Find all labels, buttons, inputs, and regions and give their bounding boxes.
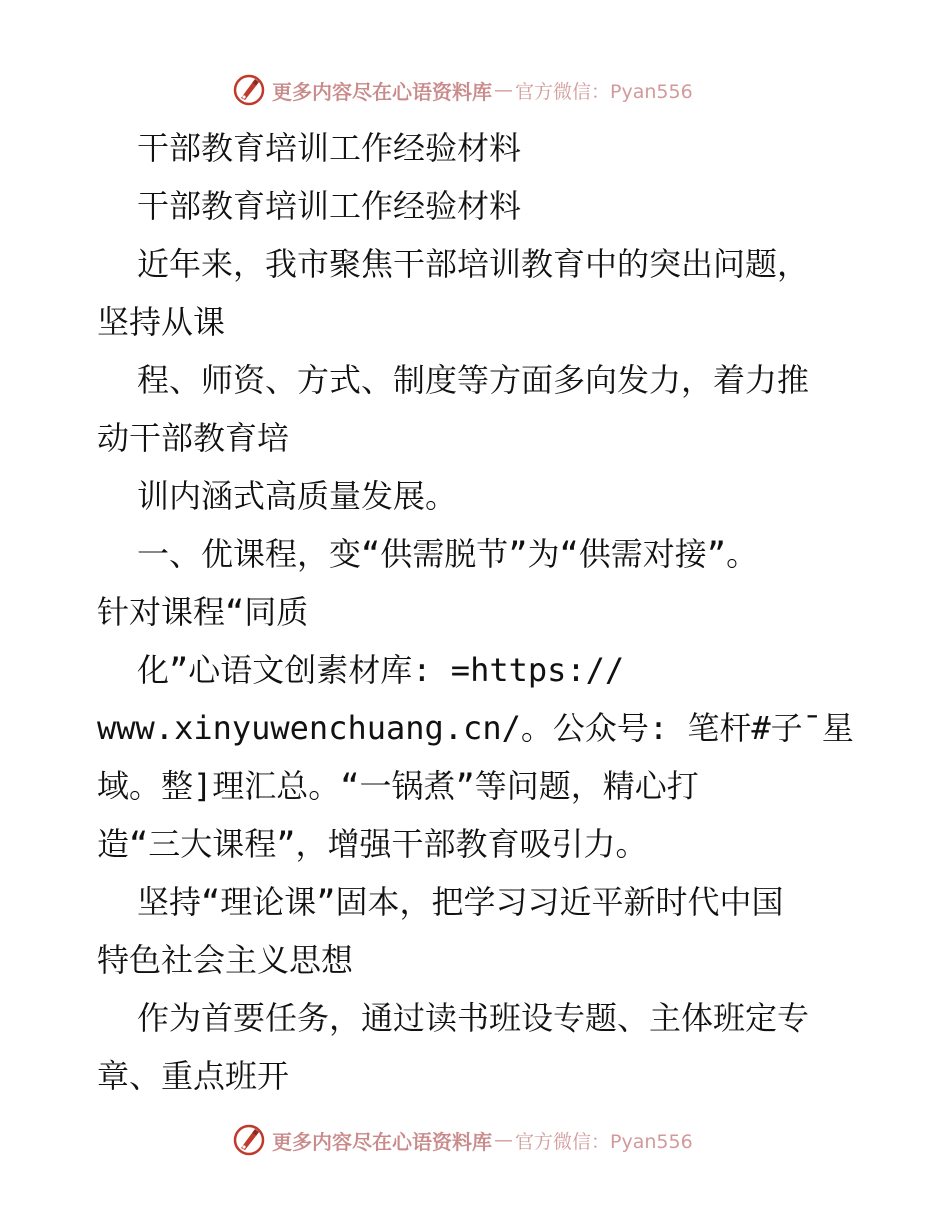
- text-line: 章、重点班开: [97, 1057, 290, 1095]
- footer-banner: [232, 1120, 693, 1160]
- text-line: 域。整]理汇总。“一锅煮”等问题，精心打: [97, 767, 699, 805]
- banner-dash: —: [494, 79, 513, 101]
- banner-main-text: 更多内容尽在心语资料库: [272, 79, 492, 104]
- text-line: 动干部教育培: [97, 419, 290, 457]
- text-line: 程、师资、方式、制度等方面多向发力，着力推: [137, 361, 810, 399]
- text-line: 训内涵式高质量发展。: [137, 477, 458, 515]
- banner-sub-text: 官方微信：Pyan556: [515, 1130, 693, 1153]
- banner-sub-text: 官方微信：Pyan556: [515, 80, 693, 103]
- document-body: [97, 119, 857, 1105]
- header-banner: [232, 70, 693, 110]
- text-line: 坚持从课: [97, 303, 226, 341]
- banner-dash: —: [494, 1129, 513, 1151]
- text-line: 近年来，我市聚焦干部培训教育中的突出问题，: [137, 245, 810, 283]
- text-line: 干部教育培训工作经验材料: [137, 129, 522, 167]
- pen-nib-logo-icon: [232, 73, 266, 107]
- text-line: 造“三大课程”，增强干部教育吸引力。: [97, 825, 648, 863]
- text-line: 化”心语文创素材库: =https://: [137, 651, 625, 689]
- text-line: 针对课程“同质: [97, 593, 309, 631]
- banner-main-text: 更多内容尽在心语资料库: [272, 1129, 492, 1154]
- text-line: 干部教育培训工作经验材料: [137, 187, 522, 225]
- text-line: www.xinyuwenchuang.cn/。公众号: 笔杆#子¯星: [97, 709, 854, 747]
- pen-nib-logo-icon: [232, 1123, 266, 1157]
- text-line: 作为首要任务，通过读书班设专题、主体班定专: [137, 999, 810, 1037]
- text-line: 坚持“理论课”固本，把学习习近平新时代中国: [137, 883, 784, 921]
- text-line: 特色社会主义思想: [97, 941, 354, 979]
- text-line: 一、优课程，变“供需脱节”为“供需对接”。: [137, 535, 759, 573]
